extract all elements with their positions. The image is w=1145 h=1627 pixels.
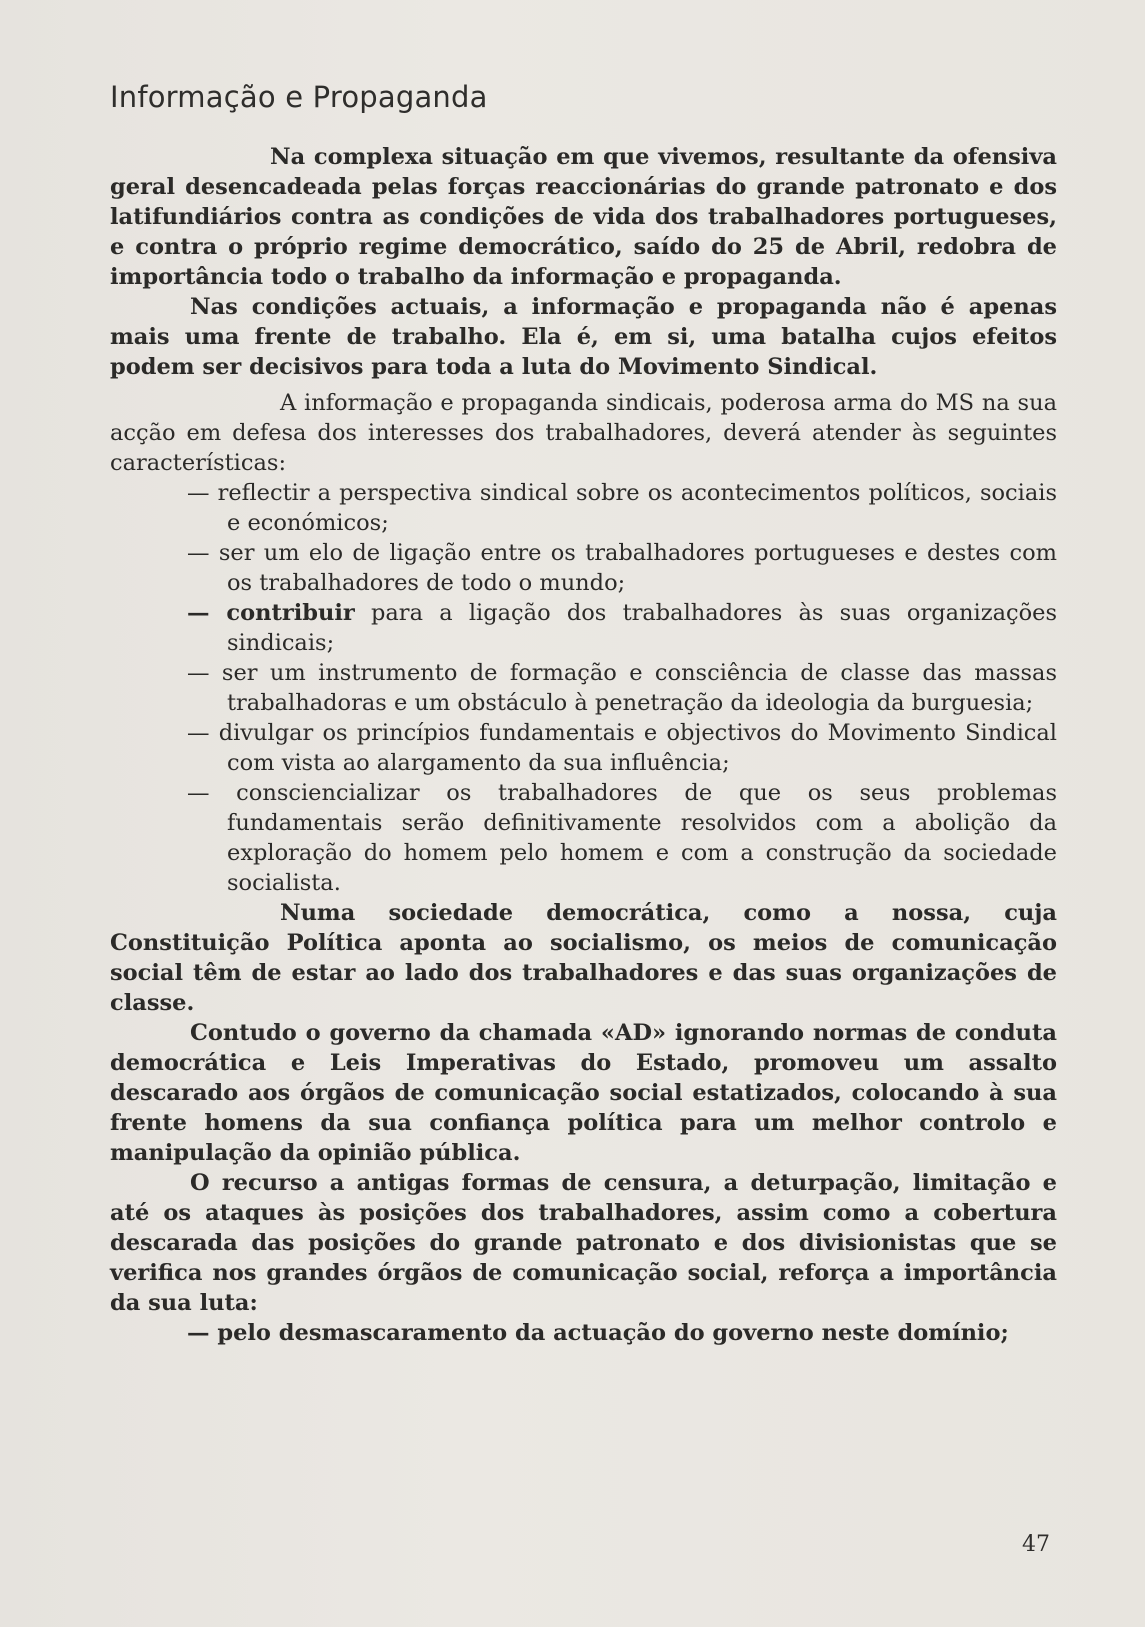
paragraph-5: Contudo o governo da chamada «AD» ignorando normas de conduta democrática e Leis Imperativas do Estado, promoveu um assalto descarado aos órgãos de comunicação social estatizados, colocando à sua frente homens da sua confiança política para um melhor controlo e manipulação da opinião pública. [110, 1020, 1057, 1166]
paragraph-6: O recurso a antigas formas de censura, a deturpação, limitação e até os ataques às posições dos trabalhadores, assim como a cobertura descarada das posições do grande patronato e dos divisionistas que se verifica nos grandes órgãos de comunicação social, reforça a importância da sua luta: [110, 1170, 1057, 1316]
paragraph-2: Nas condições actuais, a informação e propaganda não é apenas mais uma frente de trabalho. Ela é, em si, uma batalha cujos efeitos podem ser decisivos para toda a luta do Movimento Sindical. [110, 294, 1057, 380]
struggle-list [110, 1318, 1057, 1348]
list-item: — pelo desmascaramento da actuação do governo neste domínio; [187, 1320, 1009, 1346]
list-item-text: para a ligação dos trabalhadores às suas organizações sindicais; [227, 600, 1057, 656]
list-item [110, 598, 1057, 658]
paragraph-4: Numa sociedade democrática, como a nossa, cuja Constituição Política aponta ao socialismo, os meios de comunicação social têm de estar ao lado dos trabalhadores e das suas organizações de classe. [110, 900, 1057, 1016]
list-item: — divulgar os princípios fundamentais e objectivos do Movimento Sindical com vista ao alargamento da sua influência; [187, 720, 1057, 776]
list-item: — ser um elo de ligação entre os trabalhadores portugueses e destes com os trabalhadores de todo o mundo; [187, 540, 1057, 596]
list-item-lead: — contribuir [187, 600, 355, 626]
paragraph-3: A informação e propaganda sindicais, poderosa arma do MS na sua acção em defesa dos interesses dos trabalhadores, deverá atender às seguintes características: [110, 390, 1057, 476]
list-item: — ser um instrumento de formação e consciência de classe das massas trabalhadoras e um obstáculo à penetração da ideologia da burguesia; [187, 660, 1057, 716]
list-item: — reflectir a perspectiva sindical sobre os acontecimentos políticos, sociais e económicos; [187, 480, 1057, 536]
page-number: 47 [1022, 1532, 1050, 1557]
list-item: — consciencializar os trabalhadores de que os seus problemas fundamentais serão definitivamente resolvidos com a abolição da exploração do homem pelo homem e com a construção da sociedade socialista. [187, 780, 1057, 896]
characteristics-list [110, 478, 1057, 898]
section-heading: Informação e Propaganda [110, 80, 488, 114]
paragraph-1: Na complexa situação em que vivemos, resultante da ofensiva geral desencadeada pelas forças reaccionárias do grande patronato e dos latifundiários contra as condições de vida dos trabalhadores portugueses, e contra o próprio regime democrático, saído do 25 de Abril, redobra de importância todo o trabalho da informação e propaganda. [110, 144, 1057, 290]
document-body [110, 142, 1057, 1348]
